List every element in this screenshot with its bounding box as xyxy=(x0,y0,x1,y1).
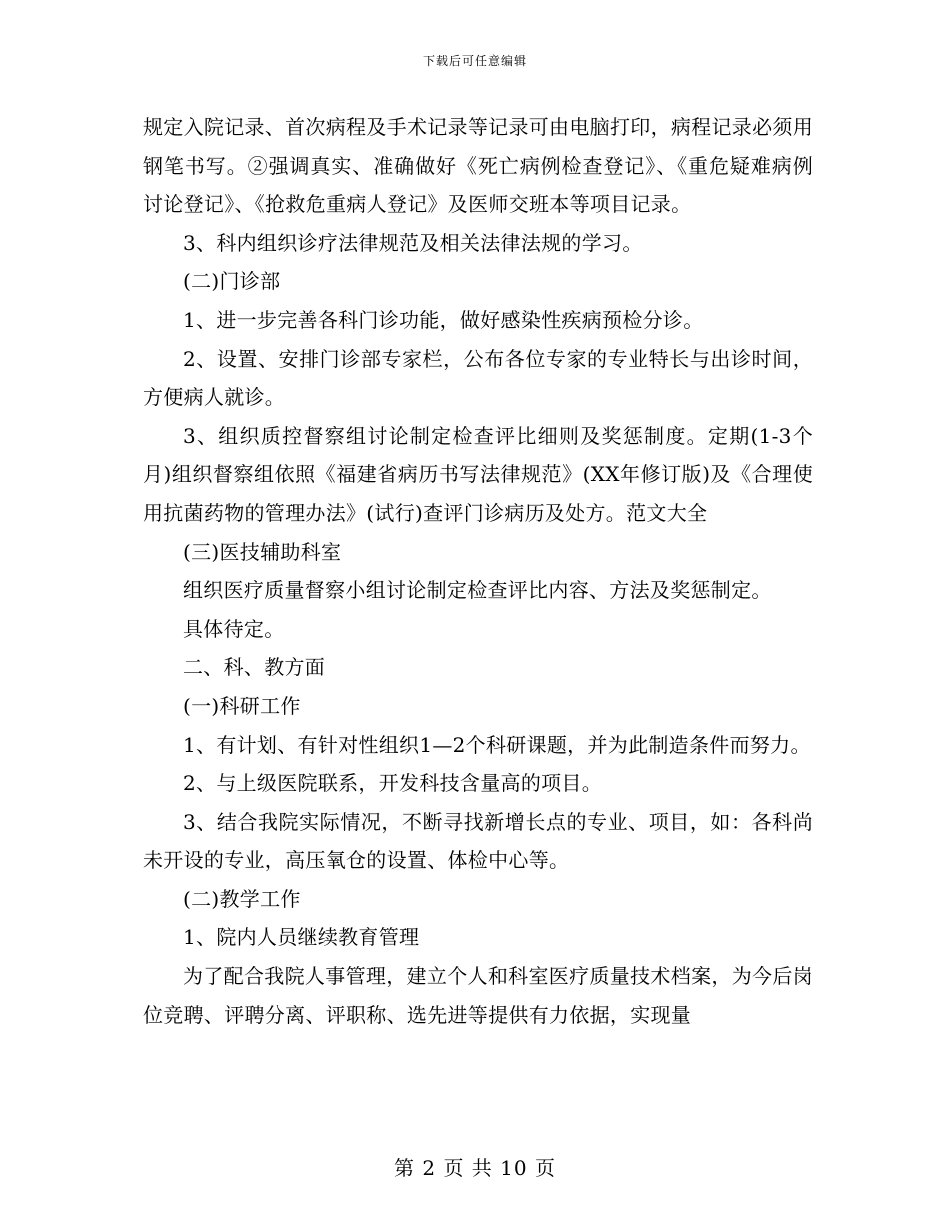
paragraph: 组织医疗质量督察小组讨论制定检查评比内容、方法及奖惩制定。 xyxy=(183,578,772,603)
section-heading: 二、科、教方面 xyxy=(183,655,326,680)
section-heading: (二)门诊部 xyxy=(183,269,281,294)
page-number-footer: 第 2 页 共 10 页 xyxy=(394,1156,556,1180)
section-heading: (二)教学工作 xyxy=(183,886,301,911)
page-header: 下载后可任意编辑 xyxy=(422,54,527,68)
paragraph: 为了配合我院人事管理，建立个人和科室医疗质量技术档案，为今后岗位竞聘、评聘分离、评职称、选先进等提供有力依据，实现量 xyxy=(143,964,813,1027)
section-heading: (一)科研工作 xyxy=(183,693,301,718)
paragraph: 1、有计划、有针对性组织1—2个科研课题，并为此制造条件而努力。 xyxy=(183,732,811,757)
paragraph: 3、组织质控督察组讨论制定检查评比细则及奖惩制度。定期(1-3个月)组织督察组依照《福建省病历书写法律规范》(XX年修订版)及《合理使用抗菌药物的管理办法》(试行)查评门诊病历及处方。范文大全 xyxy=(143,423,813,525)
section-heading: (三)医技辅助科室 xyxy=(183,539,342,564)
paragraph: 2、设置、安排门诊部专家栏，公布各位专家的专业特长与出诊时间，方便病人就诊。 xyxy=(143,346,813,410)
paragraph: 1、进一步完善各科门诊功能，做好感染性疾病预检分诊。 xyxy=(183,307,704,332)
paragraph: 3、科内组织诊疗法律规范及相关法律法规的学习。 xyxy=(183,230,643,255)
paragraph: 规定入院记录、首次病程及手术记录等记录可由电脑打印，病程记录必须用钢笔书写。②强调真实、准确做好《死亡病例检查登记》、《重危疑难病例讨论登记》、《抢救危重病人登记》及医师交班本等项目记录。 xyxy=(143,115,813,217)
paragraph: 2、与上级医院联系，开发科技含量高的项目。 xyxy=(183,771,603,796)
paragraph: 1、院内人员继续教育管理 xyxy=(183,925,420,950)
paragraph: 具体待定。 xyxy=(183,616,285,641)
paragraph: 3、结合我院实际情况，不断寻找新增长点的专业、项目，如：各科尚未开设的专业，高压氧仓的设置、体检中心等。 xyxy=(143,809,813,873)
document-body xyxy=(143,108,813,1034)
